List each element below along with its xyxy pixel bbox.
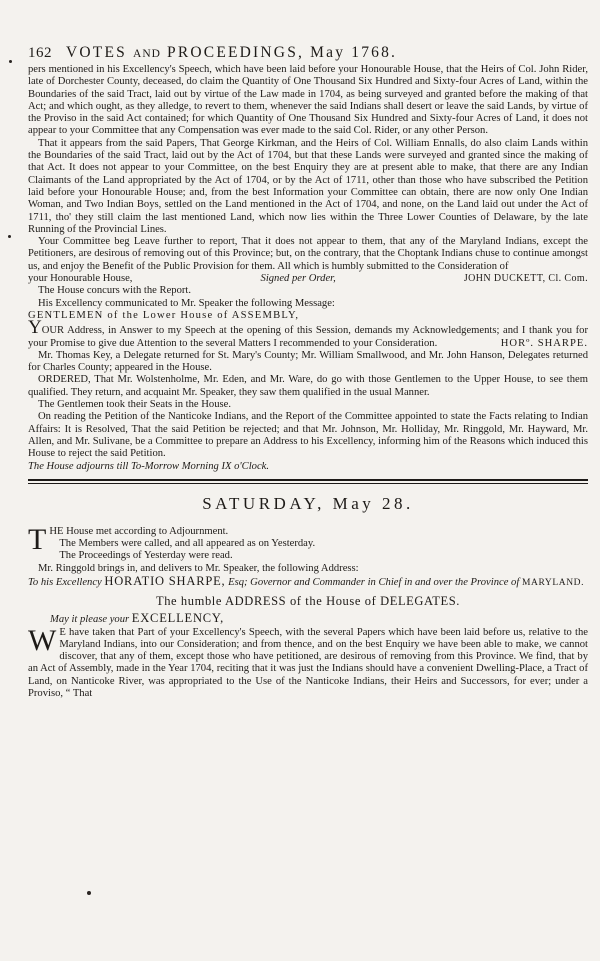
paragraph-further-report: Your Committee beg Leave further to report, That it does not appear to them, that any of the Maryland Indians, except the Petitioners, are desirous of removing out of this Province; but, on the contrary, that the Choptank Indians chuse to continue amongst us, and enjoy the Benefit of the Public Provision for them. All which is humbly submitted to the Consideration of xyxy=(28,236,588,272)
signature-left: your Honourable House, xyxy=(28,273,133,285)
message-intro: His Excellency communicated to Mr. Speaker the following Message: xyxy=(38,297,335,309)
governor-signature: HORº. SHARPE. xyxy=(500,337,588,349)
paragraph-delegates-returned: Mr. Thomas Key, a Delegate returned for St. Mary's County; Mr. William Smallwood, and Mr. John Hanson, Delegates returned for Charles County; appeared in the House. xyxy=(28,349,588,374)
address-to-rest: Esq; Governor and Commander in Chief in and over the Province of xyxy=(228,576,520,588)
address-title: The humble ADDRESS of the House of DELEGATES. xyxy=(155,594,461,609)
message-salutation: GENTLEMEN of the Lower House of ASSEMBLY, xyxy=(28,309,300,321)
saturday-line-4: Mr. Ringgold brings in, and delivers to Mr. Speaker, the following Address: xyxy=(38,562,359,574)
ink-speck xyxy=(8,235,11,238)
message-initial: Y xyxy=(28,317,42,339)
paragraph-ordered: ORDERED, That Mr. Wolstenholme, Mr. Eden, and Mr. Ware, do go with those Gentlemen to the Upper House, to see them qualified. They return, and acquaint Mr. Speaker, they saw them qualified in the usual Manner. xyxy=(28,374,588,398)
day-heading: SATURDAY, May 28. xyxy=(202,493,414,513)
may-it-please: May it please your xyxy=(50,614,130,626)
address-salutation xyxy=(28,612,588,626)
document-page xyxy=(28,44,588,700)
running-title xyxy=(66,44,397,62)
address-recipient xyxy=(28,575,588,589)
saturday-line-2: The Members were called, and all appeared as on Yesterday. xyxy=(59,538,316,550)
ink-speck xyxy=(87,891,91,895)
adjournment-line: The House adjourns till To-Morrow Morning IX o'Clock. xyxy=(28,460,270,472)
message-body xyxy=(28,317,588,350)
page-number: 162 xyxy=(28,45,52,61)
section-divider xyxy=(28,479,588,484)
saturday-line-3: The Proceedings of Yesterday were read. xyxy=(59,550,233,562)
title-proceedings: PROCEEDINGS, May 1768. xyxy=(167,44,398,61)
saturday-body xyxy=(28,522,588,701)
signature-clerk: JOHN DUCKETT, Cl. Com. xyxy=(463,273,588,285)
address-to-prefix: To his Excellency xyxy=(28,576,102,588)
ink-speck xyxy=(9,60,12,63)
signature-mid: Signed per Order, xyxy=(260,273,336,285)
paragraph-kirkman-claim: That it appears from the said Papers, That George Kirkman, and the Heirs of Col. William Ennalls, do also claim Lands within the Boundaries of the said Tract, laid out by the Act of 1704, but that these Lands were surveyed and granted since the making of that Act. It does not appear to your Committee, on the best Enquiry they are at present able to make, that there are any Indian Claimants of the Land appropriated by the Act of 1704, or by the Act of 1711, other than those who have subscribed the Petition laid before your Honourable House; and, from the best Information your Committee can obtain, there are now only One Indian Woman, and Two Indian Boys, settled on the Land mentioned in the Act of 1704, and none, on the Land laid out under the Act of 1711, tho' they still claim the last mentioned Land, which now lies within the Three Lower Counties of Delaware, by the late Running of the Provincial Lines. xyxy=(28,137,588,235)
saturday-line-1: HE House met according to Adjournment. xyxy=(49,525,229,537)
committee-signature-line xyxy=(28,273,588,285)
paragraph-seats: The Gentlemen took their Seats in the House. xyxy=(38,399,231,411)
drop-initial-t: T xyxy=(28,522,47,556)
address-text: E have taken that Part of your Excellency's Speech, with the several Papers which have been laid before us, relative to the Maryland Indians, into our Consideration; and from thence, and on the best Enquiry we have been able to make, we cannot discover, that any of them, except those who have petitioned, are desirous of removing from this Province. We find, that by an Act of Assembly, made in the Year 1704, reciting that it was just the Indians should have a convenient Dwelling-Place, a Tract of Land, on Nanticoke River, was appropriated to the Use of the Nanticoke Indians, their Heirs and Successors, for ever; under a Proviso, “ That xyxy=(28,626,588,700)
address-body xyxy=(28,623,588,701)
paragraph-rider-claim: pers mentioned in his Excellency's Speech, which have been laid before your Honourable House, that the Heirs of Col. John Rider, late of Dorchester County, deceased, do claim the Quantity of One Thousand Six Hundred and Sixty-four Acres of Land, within the Boundaries of the said Tract, laid out by virtue of the Law made in 1704, as being surveyed and granted before the making of that Act; and which ought, as they alledge, to revert to them, whenever the said Indians shall desert or leave the said Lands, by virtue of the Proviso in the said Act contained; for which Quantity of One Thousand Six Hundred and Sixty-four Acres of Land, it does not appear to your Committee that any Compensation was ever made to the said Col. Rider, or any other Person. xyxy=(28,64,588,137)
address-to-province: MARYLAND. xyxy=(521,577,585,588)
excellency: EXCELLENCY, xyxy=(131,611,225,626)
title-votes: VOTES xyxy=(66,44,127,61)
message-text: OUR Address, in Answer to my Speech at the opening of this Session, demands my Acknowledgements; and I thank you for your Promise to give due Attention to the several Matters I recommended to your Consideration. xyxy=(28,325,588,349)
address-to-name: HORATIO SHARPE, xyxy=(104,573,226,588)
page-header xyxy=(28,44,588,62)
report-body xyxy=(28,64,588,473)
paragraph-nanticoke-petition: On reading the Petition of the Nanticoke Indians, and the Report of the Committee appointed to state the Facts relating to Indian Affairs: It is Resolved, That the said Petition be rejected; and that Mr. Johnson, Mr. Holliday, Mr. Ringgold, Mr. Hayward, Mr. Allen, and Mr. Sulivane, be a Committee to prepare an Address to his Excellency, informing him of the Reasons which induced this House to reject the said Petition. xyxy=(28,411,588,460)
title-and: AND xyxy=(133,48,161,60)
house-concurs: The House concurs with the Report. xyxy=(38,285,191,297)
drop-initial-w: W xyxy=(28,623,57,657)
